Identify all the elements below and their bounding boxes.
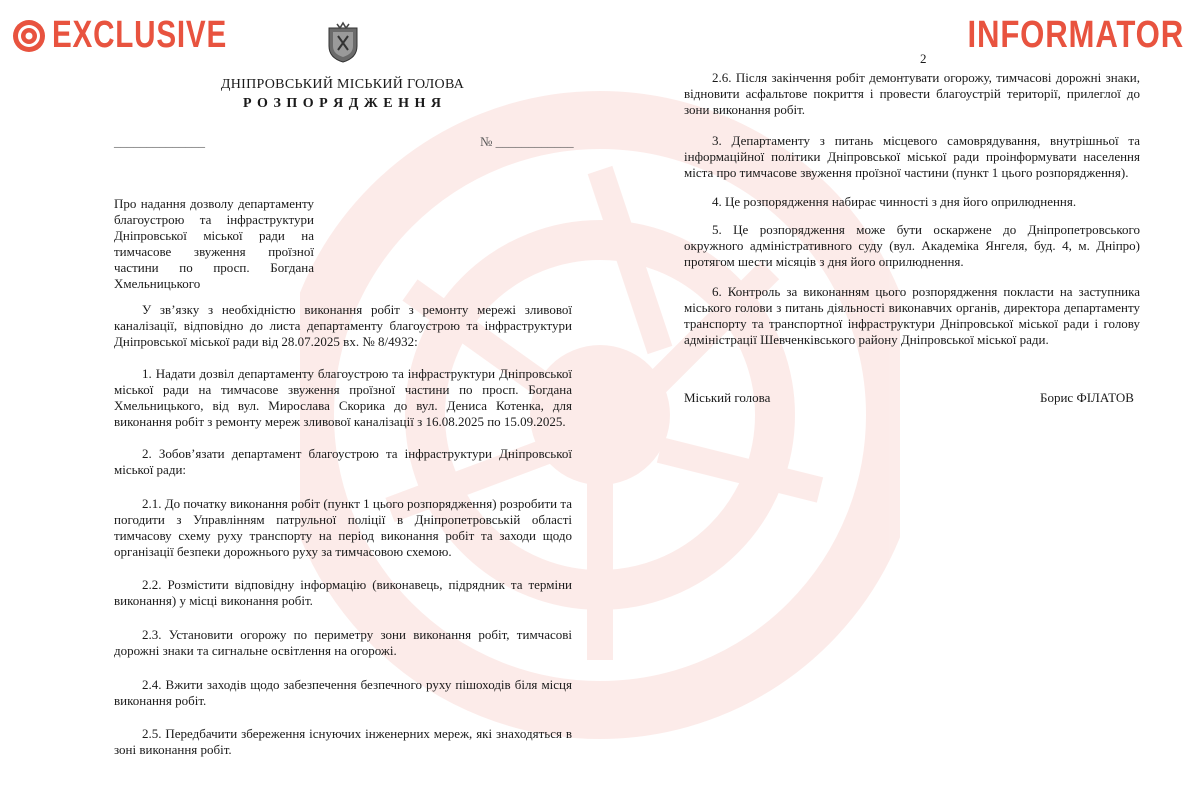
item-2-6: 2.6. Після закінчення робіт демонтувати огорожу, тимчасові дорожні знаки, відновити асфальтове покриття і провести благоустрій території, прилеглої до зони виконання робіт. <box>684 70 1140 117</box>
date-field: ______________ <box>114 134 205 149</box>
item-3: 3. Департаменту з питань місцевого самоврядування, внутрішньої та інформаційної політики Дніпровської міської ради проінформувати населення міста про тимчасове звуження проїзної частини (пункт 1 цього розпорядження). <box>684 133 1140 180</box>
subject-block: Про надання дозволу департаменту благоустрою та інфраструктури Дніпровської міської ради на тимчасове звуження проїзної частини по просп. Богдана Хмельницького <box>114 196 314 291</box>
item-5: 5. Це розпорядження може бути оскаржене до Дніпропетровського окружного адміністративного суду (вул. Академіка Янгеля, буд. 4, м. Дніпро) протягом шести місяців з дня його оприлюднення. <box>684 222 1140 269</box>
item-1: 1. Надати дозвіл департаменту благоустрою та інфраструктури Дніпровської міської ради на тимчасове звуження проїзної частини по просп. Богдана Хмельницького, від вул. Мирослава Скорика до вул. Дениса Котенка, для виконання робіт з ремонту мереж зливової каналізації з 16.08.2025 по 15.09.2025. <box>114 366 572 429</box>
item-2-5: 2.5. Передбачити збереження існуючих інженерних мереж, які знаходяться в зоні виконання робіт. <box>114 726 572 757</box>
signature-name: Борис ФІЛАТОВ <box>1040 390 1134 405</box>
preamble: У зв’язку з необхідністю виконання робіт з ремонту мережі зливової каналізації, відповідно до листа департаменту благоустрою та інфраструктури Дніпровської міської ради від 28.07.2025 вх. № 8/4932: <box>114 302 572 349</box>
item-2-4: 2.4. Вжити заходів щодо забезпечення безпечного руху пішоходів біля місця виконання робіт. <box>114 677 572 708</box>
item-6: 6. Контроль за виконанням цього розпорядження покласти на заступника міського голови з питань діяльності виконавчих органів, директора департаменту транспорту та транспортної інфраструктури Дніпровської міської ради і голову адміністрації Шевченківського району Дніпровської міської ради. <box>684 284 1140 347</box>
item-4: 4. Це розпорядження набирає чинності з дня його оприлюднення. <box>712 194 1077 209</box>
number-field: № ____________ <box>480 134 574 149</box>
coat-of-arms-icon <box>323 20 363 64</box>
item-2-1: 2.1. До початку виконання робіт (пункт 1 цього розпорядження) розробити та погодити з Управлінням патрульної поліції в Дніпропетровській області тимчасову схему руху транспорту на період виконання робіт та заходи щодо організації безпеки дорожнього руху за тимчасовою схемою. <box>114 496 572 559</box>
authority-title: ДНІПРОВСЬКИЙ МІСЬКИЙ ГОЛОВА <box>220 77 465 92</box>
informator-logo: INFORMATOR <box>967 14 1184 56</box>
exclusive-label: EXCLUSIVE <box>52 14 228 56</box>
document-type: Р О З П О Р Я Д Ж Е Н Н Я <box>243 96 442 111</box>
item-2-3: 2.3. Установити огорожу по периметру зони виконання робіт, тимчасові дорожні знаки та сигнальне освітлення на огорожі. <box>114 627 572 658</box>
page-number: 2 <box>920 51 927 66</box>
item-2: 2. Зобов’язати департамент благоустрою та інфраструктури Дніпровської міської ради: <box>114 446 572 477</box>
eye-logo-icon <box>12 19 46 53</box>
item-2-2: 2.2. Розмістити відповідну інформацію (виконавець, підрядник та терміни виконання) у місці виконання робіт. <box>114 577 572 608</box>
exclusive-badge <box>12 14 276 57</box>
signature-title: Міський голова <box>684 390 771 405</box>
